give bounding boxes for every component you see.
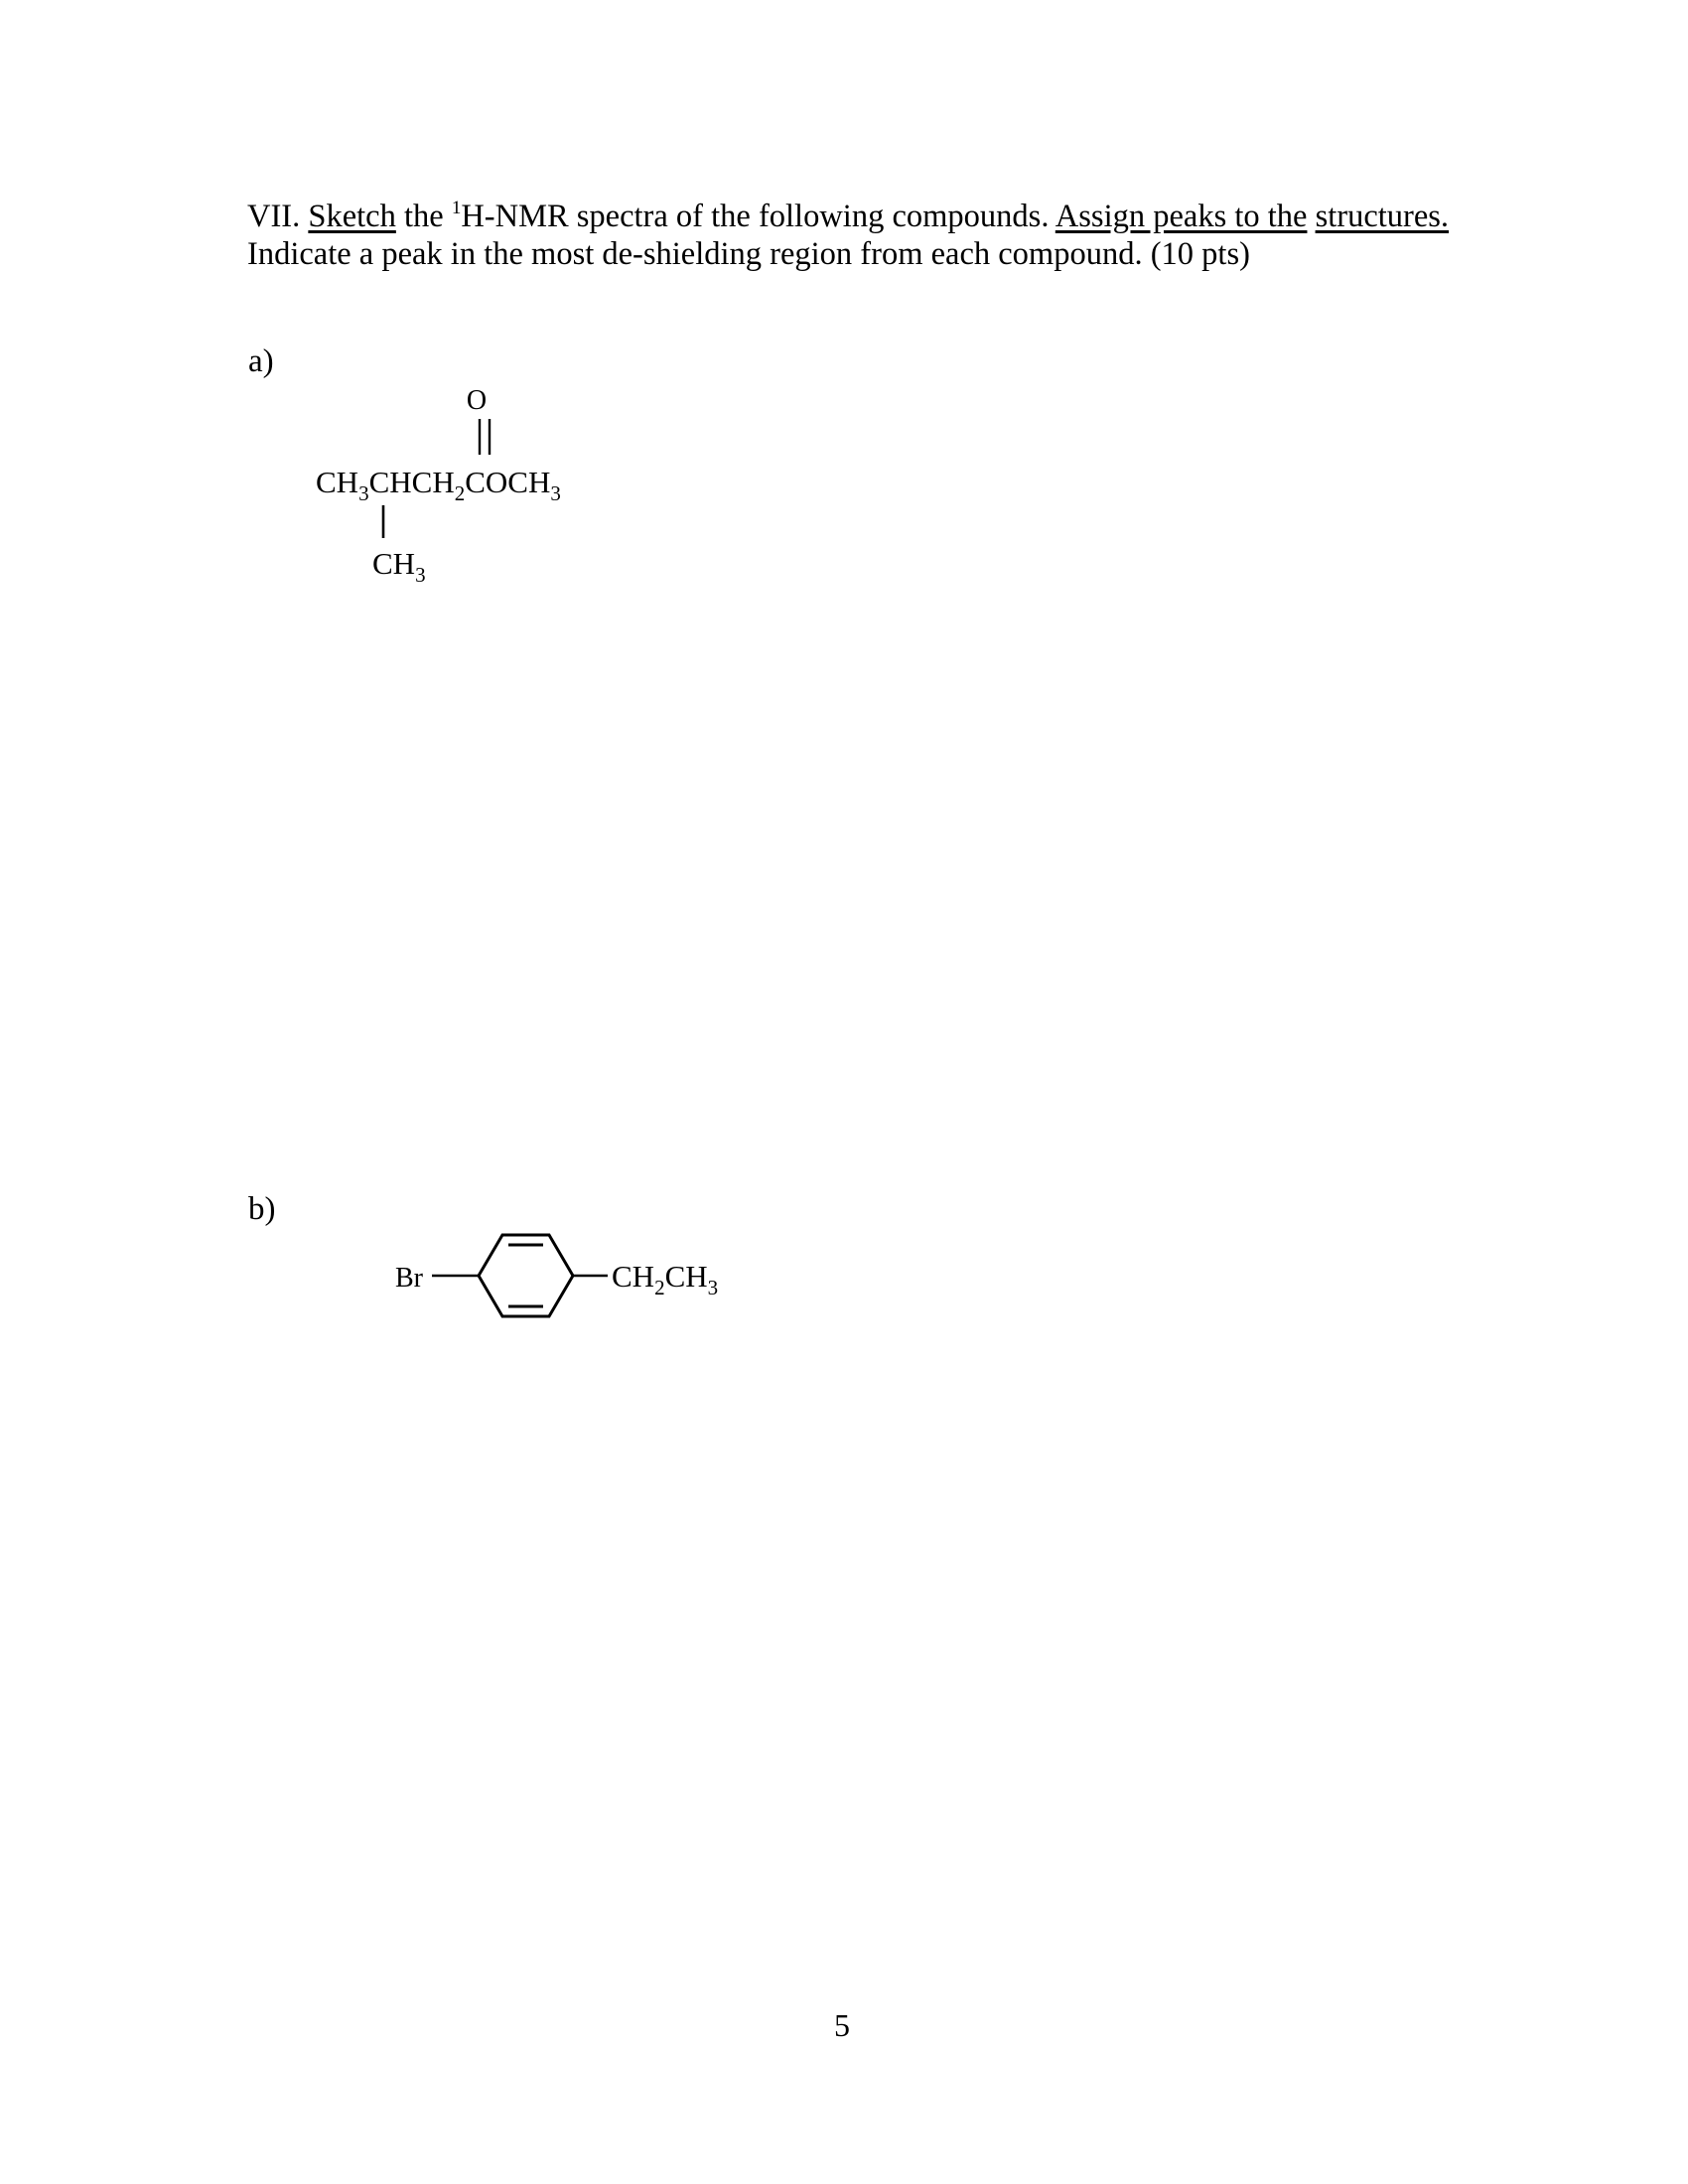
main-chain-formula: $CH_3CHCH_2COCH_3$ <box>316 465 561 505</box>
part-b-label: b) <box>248 1191 276 1227</box>
nmr-text: H-NMR spectra of the following compounds. <box>461 199 1050 234</box>
assign-emphasis: Assign peaks to the <box>1055 199 1308 234</box>
branch-methyl: $CH_3$ <box>372 546 426 587</box>
page-number: 5 <box>834 2007 850 2043</box>
sketch-emphasis: Sketch <box>308 199 396 234</box>
bromine-label: Br <box>395 1263 423 1294</box>
isotope-superscript: 1 <box>451 198 462 218</box>
carbonyl-oxygen: O <box>466 385 488 416</box>
part-a-label: a) <box>248 343 274 379</box>
the-word: the <box>403 199 444 234</box>
indicate-text: Indicate a peak in the most de-shielding region from each compound. (10 pts) <box>247 236 1250 272</box>
benzene-ring <box>479 1235 573 1316</box>
structures-emphasis: structures. <box>1315 199 1450 234</box>
question-number: VII. <box>247 199 301 234</box>
ethyl-group: $CH_2CH_3$ <box>612 1259 719 1299</box>
